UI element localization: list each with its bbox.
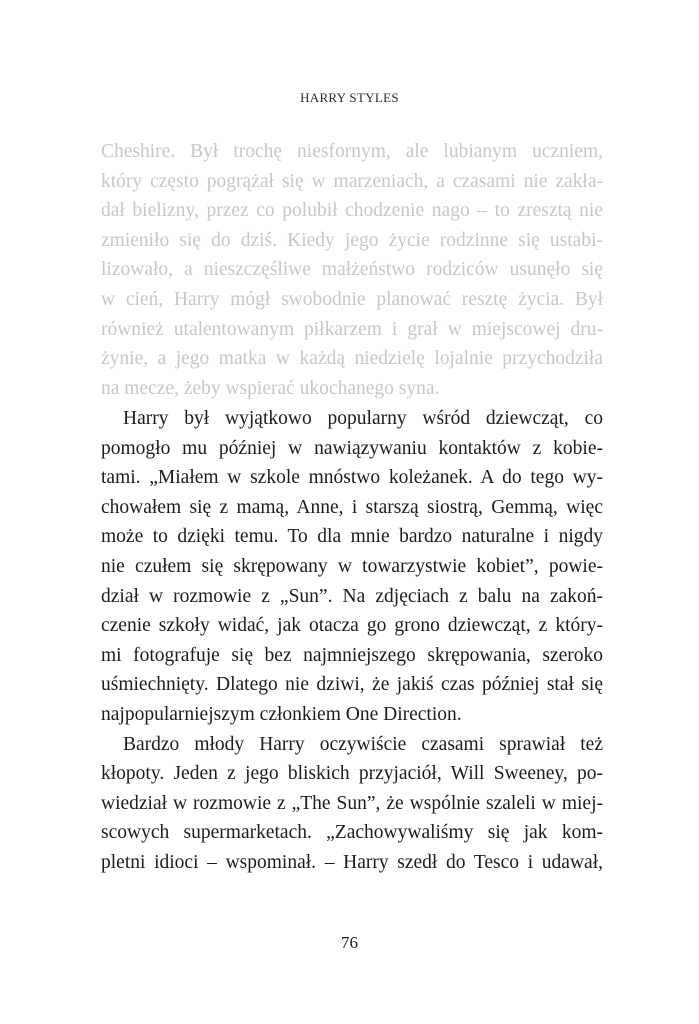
text-line: mi fotografuje się bez najmniejszego skrępowania, szeroko — [101, 644, 603, 666]
text-line: nie czułem się skrępowany w towarzystwie kobiet”, powie- — [101, 555, 603, 577]
text-line: lizowało, a nieszczęśliwe małżeństwo rodziców usunęło się — [101, 259, 603, 281]
paragraph — [101, 730, 603, 878]
text-line: również utalentowanym piłkarzem i grał w miejscowej dru- — [101, 318, 603, 340]
text-line: pomogło mu później w nawiązywaniu kontaktów z kobie- — [101, 437, 603, 459]
paragraph — [101, 404, 603, 730]
running-head: HARRY STYLES — [300, 90, 399, 105]
text-line: dział w rozmowie z „Sun”. Na zdjęciach z balu na zakoń- — [101, 585, 603, 607]
text-line: zmieniło się do dziś. Kiedy jego życie rodzinne się ustabi- — [101, 229, 603, 251]
text-line: żynie, a jego matka w każdą niedzielę lojalnie przychodziła — [101, 348, 603, 370]
text-line: tami. „Miałem w szkole mnóstwo koleżanek. A do tego wy- — [101, 467, 603, 489]
text-line: kłopoty. Jeden z jego bliskich przyjaciół, Will Sweeney, po- — [101, 763, 603, 785]
text-line: najpopularniejszym członkiem One Direction. — [101, 703, 462, 725]
text-line: wiedział w rozmowie z „The Sun”, że wspólnie szaleli w miej- — [101, 792, 603, 814]
faded-paragraph — [101, 137, 603, 403]
text-line: pletni idioci – wspominał. – Harry szedł do Tesco i udawał, — [101, 851, 603, 873]
text-line: Cheshire. Był trochę niesfornym, ale lubianym uczniem, — [101, 141, 603, 162]
text-line: może to dzięki temu. To dla mnie bardzo naturalne i nigdy — [101, 526, 603, 548]
text-line: dał bielizny, przez co polubił chodzenie nago – to zresztą nie — [101, 200, 603, 222]
text-line: który często pogrążał się w marzeniach, a czasami nie zakła- — [101, 170, 603, 192]
text-line: czenie szkoły widać, jak otacza go grono dziewcząt, z który- — [101, 615, 603, 637]
text-line: Bardzo młody Harry oczywiście czasami sprawiał też — [123, 733, 603, 755]
page-number: 76 — [341, 933, 358, 952]
text-line: na mecze, żeby wspierać ukochanego syna. — [101, 377, 440, 399]
text-line: Harry był wyjątkowo popularny wśród dziewcząt, co — [123, 408, 603, 429]
text-line: scowych supermarketach. „Zachowywaliśmy się jak kom- — [101, 822, 603, 844]
text-line: chowałem się z mamą, Anne, i starszą siostrą, Gemmą, więc — [101, 496, 603, 518]
text-line: w cień, Harry mógł swobodnie planować resztę życia. Był — [101, 288, 603, 310]
text-line: uśmiechnięty. Dlatego nie dziwi, że jakiś czas później stał się — [101, 674, 603, 696]
body-text — [101, 404, 603, 878]
